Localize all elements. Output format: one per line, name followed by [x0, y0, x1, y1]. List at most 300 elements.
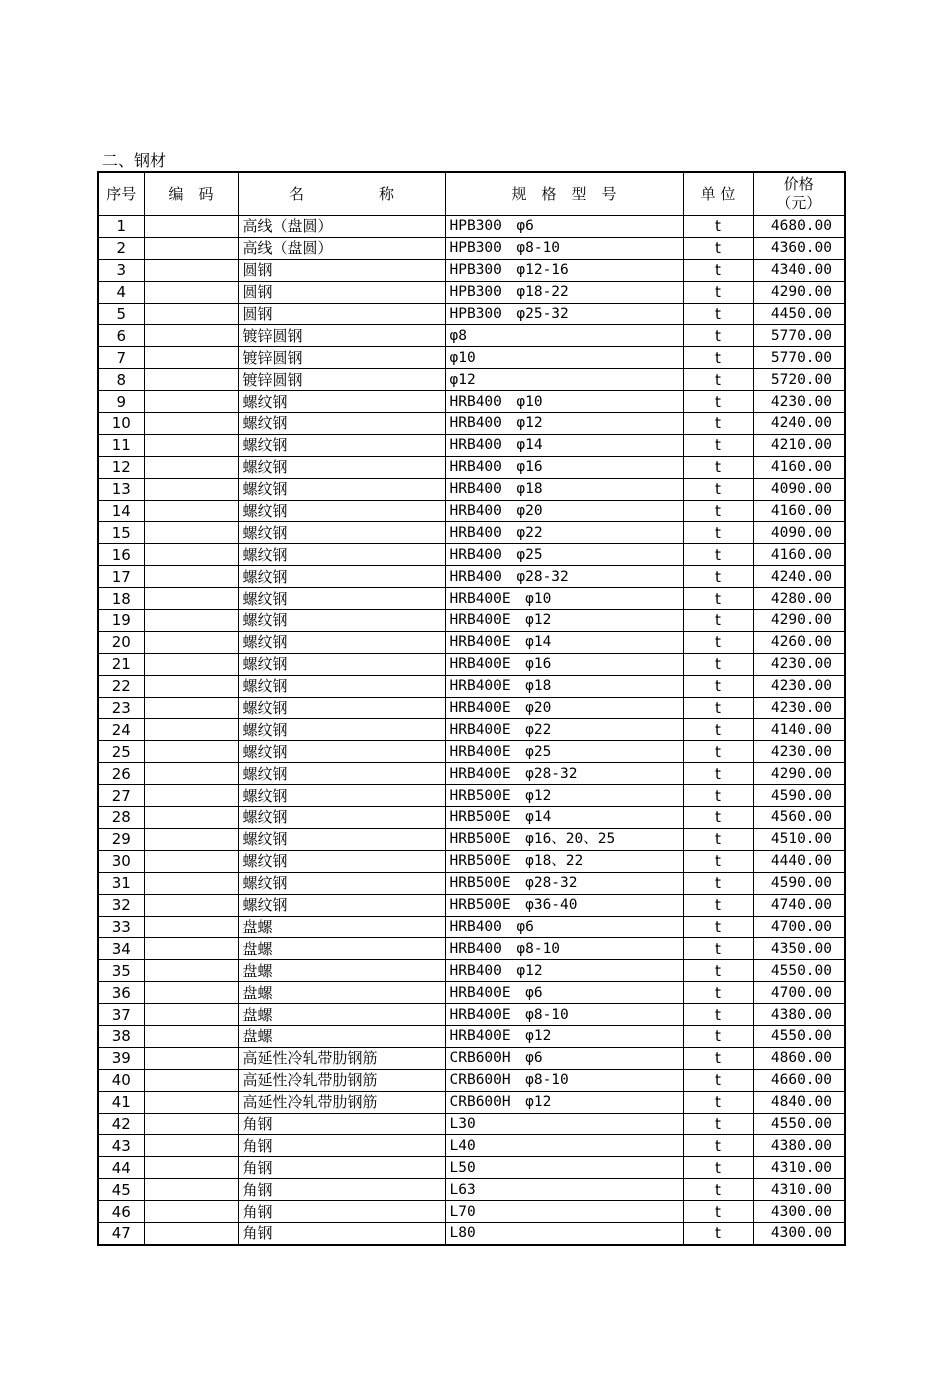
- table-row: [98, 1179, 845, 1201]
- row-spec: HRB400 φ22: [445, 522, 683, 544]
- row-spec: HRB400 φ8-10: [445, 938, 683, 960]
- row-no: 17: [98, 566, 144, 588]
- row-unit: t: [683, 566, 753, 588]
- row-name: 盘螺: [238, 1004, 445, 1026]
- row-unit: t: [683, 610, 753, 632]
- row-spec: CRB600H φ12: [445, 1091, 683, 1113]
- table-row: [98, 413, 845, 435]
- row-price: 4260.00: [753, 631, 845, 653]
- row-spec: HRB400 φ6: [445, 916, 683, 938]
- row-unit: t: [683, 872, 753, 894]
- row-no: 4: [98, 281, 144, 303]
- row-unit: t: [683, 631, 753, 653]
- row-code: [144, 610, 238, 632]
- row-spec: φ8: [445, 325, 683, 347]
- row-code: [144, 413, 238, 435]
- row-no: 41: [98, 1091, 144, 1113]
- row-spec: HRB500E φ16、20、25: [445, 828, 683, 850]
- row-code: [144, 259, 238, 281]
- row-name: 螺纹钢: [238, 434, 445, 456]
- row-unit: t: [683, 325, 753, 347]
- row-spec: L80: [445, 1222, 683, 1244]
- table-row: [98, 828, 845, 850]
- row-price: 4590.00: [753, 785, 845, 807]
- row-price: 4090.00: [753, 522, 845, 544]
- row-no: 1: [98, 216, 144, 238]
- row-name: 螺纹钢: [238, 653, 445, 675]
- row-price: 4140.00: [753, 719, 845, 741]
- row-price: 4290.00: [753, 281, 845, 303]
- row-code: [144, 894, 238, 916]
- table-row: [98, 500, 845, 522]
- row-spec: HRB500E φ28-32: [445, 872, 683, 894]
- row-spec: HPB300 φ18-22: [445, 281, 683, 303]
- header-price-line2: （元）: [776, 194, 822, 212]
- row-name: 高线（盘圆）: [238, 237, 445, 259]
- row-code: [144, 1004, 238, 1026]
- row-no: 23: [98, 697, 144, 719]
- row-unit: t: [683, 828, 753, 850]
- table-row: [98, 391, 845, 413]
- table-row: [98, 1091, 845, 1113]
- row-code: [144, 850, 238, 872]
- row-price: 4350.00: [753, 938, 845, 960]
- table-row: [98, 631, 845, 653]
- row-code: [144, 653, 238, 675]
- row-code: [144, 1091, 238, 1113]
- table-row: [98, 872, 845, 894]
- row-code: [144, 434, 238, 456]
- row-spec: L70: [445, 1201, 683, 1223]
- row-unit: t: [683, 1069, 753, 1091]
- row-code: [144, 741, 238, 763]
- row-spec: HRB500E φ12: [445, 785, 683, 807]
- row-no: 25: [98, 741, 144, 763]
- row-price: 4560.00: [753, 807, 845, 829]
- row-no: 45: [98, 1179, 144, 1201]
- row-price: 4300.00: [753, 1201, 845, 1223]
- row-name: 螺纹钢: [238, 675, 445, 697]
- row-name: 螺纹钢: [238, 391, 445, 413]
- row-spec: HRB400E φ10: [445, 588, 683, 610]
- table-row: [98, 960, 845, 982]
- row-price: 4230.00: [753, 741, 845, 763]
- row-no: 10: [98, 413, 144, 435]
- table-row: [98, 982, 845, 1004]
- table-row: [98, 237, 845, 259]
- row-code: [144, 500, 238, 522]
- row-no: 2: [98, 237, 144, 259]
- row-name: 螺纹钢: [238, 872, 445, 894]
- table-row: [98, 1004, 845, 1026]
- row-code: [144, 237, 238, 259]
- row-code: [144, 697, 238, 719]
- table-row: [98, 1069, 845, 1091]
- row-no: 28: [98, 807, 144, 829]
- row-code: [144, 631, 238, 653]
- row-no: 8: [98, 369, 144, 391]
- row-name: 螺纹钢: [238, 610, 445, 632]
- row-unit: t: [683, 1091, 753, 1113]
- row-spec: φ10: [445, 347, 683, 369]
- row-spec: HRB400 φ14: [445, 434, 683, 456]
- row-name: 螺纹钢: [238, 500, 445, 522]
- row-name: 高延性冷轧带肋钢筋: [238, 1069, 445, 1091]
- row-price: 4310.00: [753, 1179, 845, 1201]
- row-price: 5770.00: [753, 347, 845, 369]
- header-unit: 单 位: [683, 172, 753, 216]
- row-price: 4590.00: [753, 872, 845, 894]
- row-unit: t: [683, 216, 753, 238]
- row-no: 14: [98, 500, 144, 522]
- row-unit: t: [683, 369, 753, 391]
- row-spec: HRB400E φ8-10: [445, 1004, 683, 1026]
- table-row: [98, 1113, 845, 1135]
- row-code: [144, 588, 238, 610]
- row-no: 34: [98, 938, 144, 960]
- row-code: [144, 391, 238, 413]
- row-unit: t: [683, 1113, 753, 1135]
- row-price: 4550.00: [753, 1025, 845, 1047]
- row-code: [144, 1069, 238, 1091]
- table-row: [98, 1157, 845, 1179]
- row-name: 高延性冷轧带肋钢筋: [238, 1091, 445, 1113]
- table-row: [98, 369, 845, 391]
- row-spec: HRB400 φ25: [445, 544, 683, 566]
- row-no: 29: [98, 828, 144, 850]
- table-row: [98, 653, 845, 675]
- row-price: 4860.00: [753, 1047, 845, 1069]
- row-unit: t: [683, 478, 753, 500]
- row-name: 螺纹钢: [238, 894, 445, 916]
- row-code: [144, 807, 238, 829]
- row-unit: t: [683, 434, 753, 456]
- row-name: 圆钢: [238, 259, 445, 281]
- row-name: 镀锌圆钢: [238, 325, 445, 347]
- table-row: [98, 763, 845, 785]
- row-unit: t: [683, 785, 753, 807]
- row-spec: HRB400 φ18: [445, 478, 683, 500]
- row-code: [144, 938, 238, 960]
- table-row: [98, 325, 845, 347]
- row-spec: HRB400E φ22: [445, 719, 683, 741]
- table-row: [98, 456, 845, 478]
- row-unit: t: [683, 1004, 753, 1026]
- table-row: [98, 719, 845, 741]
- row-price: 4660.00: [753, 1069, 845, 1091]
- row-unit: t: [683, 1135, 753, 1157]
- row-unit: t: [683, 522, 753, 544]
- header-price: [753, 172, 845, 216]
- row-name: 螺纹钢: [238, 763, 445, 785]
- row-name: 角钢: [238, 1201, 445, 1223]
- row-no: 33: [98, 916, 144, 938]
- row-price: 4230.00: [753, 675, 845, 697]
- table-row: [98, 807, 845, 829]
- table-row: [98, 566, 845, 588]
- row-no: 47: [98, 1222, 144, 1244]
- row-no: 31: [98, 872, 144, 894]
- row-price: 4700.00: [753, 982, 845, 1004]
- row-price: 4230.00: [753, 653, 845, 675]
- table-row: [98, 741, 845, 763]
- row-code: [144, 719, 238, 741]
- row-name: 螺纹钢: [238, 807, 445, 829]
- row-price: 4840.00: [753, 1091, 845, 1113]
- table-row: [98, 259, 845, 281]
- row-unit: t: [683, 982, 753, 1004]
- row-price: 4340.00: [753, 259, 845, 281]
- row-code: [144, 478, 238, 500]
- row-code: [144, 281, 238, 303]
- section-title: 二、钢材: [102, 151, 167, 170]
- row-unit: t: [683, 697, 753, 719]
- row-price: 4740.00: [753, 894, 845, 916]
- header-price-line1: 价格: [783, 175, 814, 193]
- row-name: 圆钢: [238, 281, 445, 303]
- row-no: 20: [98, 631, 144, 653]
- row-name: 螺纹钢: [238, 588, 445, 610]
- row-spec: HRB400 φ16: [445, 456, 683, 478]
- row-price: 4290.00: [753, 610, 845, 632]
- row-unit: t: [683, 938, 753, 960]
- table-row: [98, 610, 845, 632]
- row-price: 4510.00: [753, 828, 845, 850]
- row-price: 4230.00: [753, 697, 845, 719]
- row-price: 4440.00: [753, 850, 845, 872]
- row-no: 32: [98, 894, 144, 916]
- row-price: 4160.00: [753, 544, 845, 566]
- row-price: 4230.00: [753, 391, 845, 413]
- row-spec: HRB400E φ18: [445, 675, 683, 697]
- row-spec: L50: [445, 1157, 683, 1179]
- row-no: 12: [98, 456, 144, 478]
- table-body: [98, 216, 845, 1245]
- row-name: 镀锌圆钢: [238, 369, 445, 391]
- row-unit: t: [683, 1025, 753, 1047]
- row-spec: CRB600H φ6: [445, 1047, 683, 1069]
- row-unit: t: [683, 1179, 753, 1201]
- row-spec: HRB400E φ25: [445, 741, 683, 763]
- row-name: 圆钢: [238, 303, 445, 325]
- row-name: 螺纹钢: [238, 828, 445, 850]
- row-price: 4380.00: [753, 1135, 845, 1157]
- row-price: 4090.00: [753, 478, 845, 500]
- row-name: 螺纹钢: [238, 850, 445, 872]
- steel-price-table: [97, 171, 846, 1246]
- row-name: 螺纹钢: [238, 413, 445, 435]
- row-name: 螺纹钢: [238, 566, 445, 588]
- row-spec: HPB300 φ25-32: [445, 303, 683, 325]
- row-no: 9: [98, 391, 144, 413]
- row-code: [144, 916, 238, 938]
- header-spec: 规 格 型 号: [445, 172, 683, 216]
- header-name: 名 称: [238, 172, 445, 216]
- row-name: 盘螺: [238, 1025, 445, 1047]
- row-code: [144, 216, 238, 238]
- row-price: 4380.00: [753, 1004, 845, 1026]
- row-unit: t: [683, 960, 753, 982]
- row-spec: HRB400 φ28-32: [445, 566, 683, 588]
- row-spec: HRB400E φ14: [445, 631, 683, 653]
- table-row: [98, 522, 845, 544]
- row-code: [144, 303, 238, 325]
- row-name: 螺纹钢: [238, 741, 445, 763]
- row-no: 7: [98, 347, 144, 369]
- row-no: 39: [98, 1047, 144, 1069]
- row-no: 26: [98, 763, 144, 785]
- row-name: 盘螺: [238, 982, 445, 1004]
- table-row: [98, 675, 845, 697]
- row-no: 38: [98, 1025, 144, 1047]
- row-code: [144, 1157, 238, 1179]
- row-unit: t: [683, 544, 753, 566]
- row-unit: t: [683, 1157, 753, 1179]
- table-header-row: [98, 172, 845, 216]
- row-name: 螺纹钢: [238, 631, 445, 653]
- table-row: [98, 478, 845, 500]
- row-code: [144, 522, 238, 544]
- row-code: [144, 1179, 238, 1201]
- row-spec: L30: [445, 1113, 683, 1135]
- table-row: [98, 588, 845, 610]
- table-row: [98, 894, 845, 916]
- row-unit: t: [683, 1047, 753, 1069]
- table-row: [98, 347, 845, 369]
- row-name: 角钢: [238, 1222, 445, 1244]
- table-row: [98, 281, 845, 303]
- row-code: [144, 1047, 238, 1069]
- table-row: [98, 938, 845, 960]
- row-price: 4210.00: [753, 434, 845, 456]
- row-no: 15: [98, 522, 144, 544]
- table-row: [98, 850, 845, 872]
- table-row: [98, 1201, 845, 1223]
- table-row: [98, 1025, 845, 1047]
- row-spec: HRB400 φ12: [445, 413, 683, 435]
- row-unit: t: [683, 303, 753, 325]
- row-no: 30: [98, 850, 144, 872]
- row-price: 4240.00: [753, 566, 845, 588]
- row-unit: t: [683, 237, 753, 259]
- row-price: 4700.00: [753, 916, 845, 938]
- row-no: 24: [98, 719, 144, 741]
- row-spec: HRB400 φ12: [445, 960, 683, 982]
- table-row: [98, 216, 845, 238]
- row-no: 37: [98, 1004, 144, 1026]
- row-no: 13: [98, 478, 144, 500]
- row-no: 36: [98, 982, 144, 1004]
- row-unit: t: [683, 391, 753, 413]
- row-unit: t: [683, 500, 753, 522]
- row-name: 角钢: [238, 1179, 445, 1201]
- row-code: [144, 960, 238, 982]
- row-unit: t: [683, 807, 753, 829]
- table-row: [98, 916, 845, 938]
- row-unit: t: [683, 281, 753, 303]
- row-code: [144, 872, 238, 894]
- row-price: 4550.00: [753, 1113, 845, 1135]
- table-row: [98, 434, 845, 456]
- row-unit: t: [683, 850, 753, 872]
- row-no: 27: [98, 785, 144, 807]
- table-row: [98, 697, 845, 719]
- row-no: 5: [98, 303, 144, 325]
- row-price: 5720.00: [753, 369, 845, 391]
- table-row: [98, 1222, 845, 1244]
- row-spec: HRB400E φ12: [445, 610, 683, 632]
- header-no: 序号: [98, 172, 144, 216]
- row-spec: HRB400E φ6: [445, 982, 683, 1004]
- table-row: [98, 785, 845, 807]
- row-spec: HRB400E φ16: [445, 653, 683, 675]
- row-name: 盘螺: [238, 960, 445, 982]
- row-unit: t: [683, 1222, 753, 1244]
- row-name: 螺纹钢: [238, 522, 445, 544]
- row-unit: t: [683, 653, 753, 675]
- row-name: 螺纹钢: [238, 697, 445, 719]
- row-no: 46: [98, 1201, 144, 1223]
- row-code: [144, 544, 238, 566]
- row-price: 4300.00: [753, 1222, 845, 1244]
- row-price: 4310.00: [753, 1157, 845, 1179]
- row-price: 4360.00: [753, 237, 845, 259]
- row-name: 角钢: [238, 1135, 445, 1157]
- row-spec: HPB300 φ12-16: [445, 259, 683, 281]
- row-code: [144, 1222, 238, 1244]
- row-no: 43: [98, 1135, 144, 1157]
- row-spec: L63: [445, 1179, 683, 1201]
- row-price: 4550.00: [753, 960, 845, 982]
- row-price: 5770.00: [753, 325, 845, 347]
- row-unit: t: [683, 1201, 753, 1223]
- row-unit: t: [683, 894, 753, 916]
- row-spec: HPB300 φ8-10: [445, 237, 683, 259]
- row-no: 22: [98, 675, 144, 697]
- row-price: 4680.00: [753, 216, 845, 238]
- row-unit: t: [683, 259, 753, 281]
- row-name: 螺纹钢: [238, 478, 445, 500]
- row-no: 19: [98, 610, 144, 632]
- row-price: 4280.00: [753, 588, 845, 610]
- header-code: 编 码: [144, 172, 238, 216]
- row-unit: t: [683, 916, 753, 938]
- row-code: [144, 369, 238, 391]
- row-name: 镀锌圆钢: [238, 347, 445, 369]
- row-price: 4160.00: [753, 456, 845, 478]
- row-price: 4240.00: [753, 413, 845, 435]
- table-row: [98, 1047, 845, 1069]
- row-code: [144, 675, 238, 697]
- row-name: 角钢: [238, 1113, 445, 1135]
- row-code: [144, 1135, 238, 1157]
- row-unit: t: [683, 719, 753, 741]
- row-no: 21: [98, 653, 144, 675]
- table-row: [98, 544, 845, 566]
- row-code: [144, 347, 238, 369]
- row-unit: t: [683, 763, 753, 785]
- row-spec: HRB400 φ20: [445, 500, 683, 522]
- row-spec: HRB500E φ36-40: [445, 894, 683, 916]
- row-unit: t: [683, 675, 753, 697]
- row-unit: t: [683, 456, 753, 478]
- row-unit: t: [683, 741, 753, 763]
- row-no: 11: [98, 434, 144, 456]
- row-unit: t: [683, 347, 753, 369]
- row-name: 盘螺: [238, 916, 445, 938]
- row-code: [144, 828, 238, 850]
- row-name: 螺纹钢: [238, 785, 445, 807]
